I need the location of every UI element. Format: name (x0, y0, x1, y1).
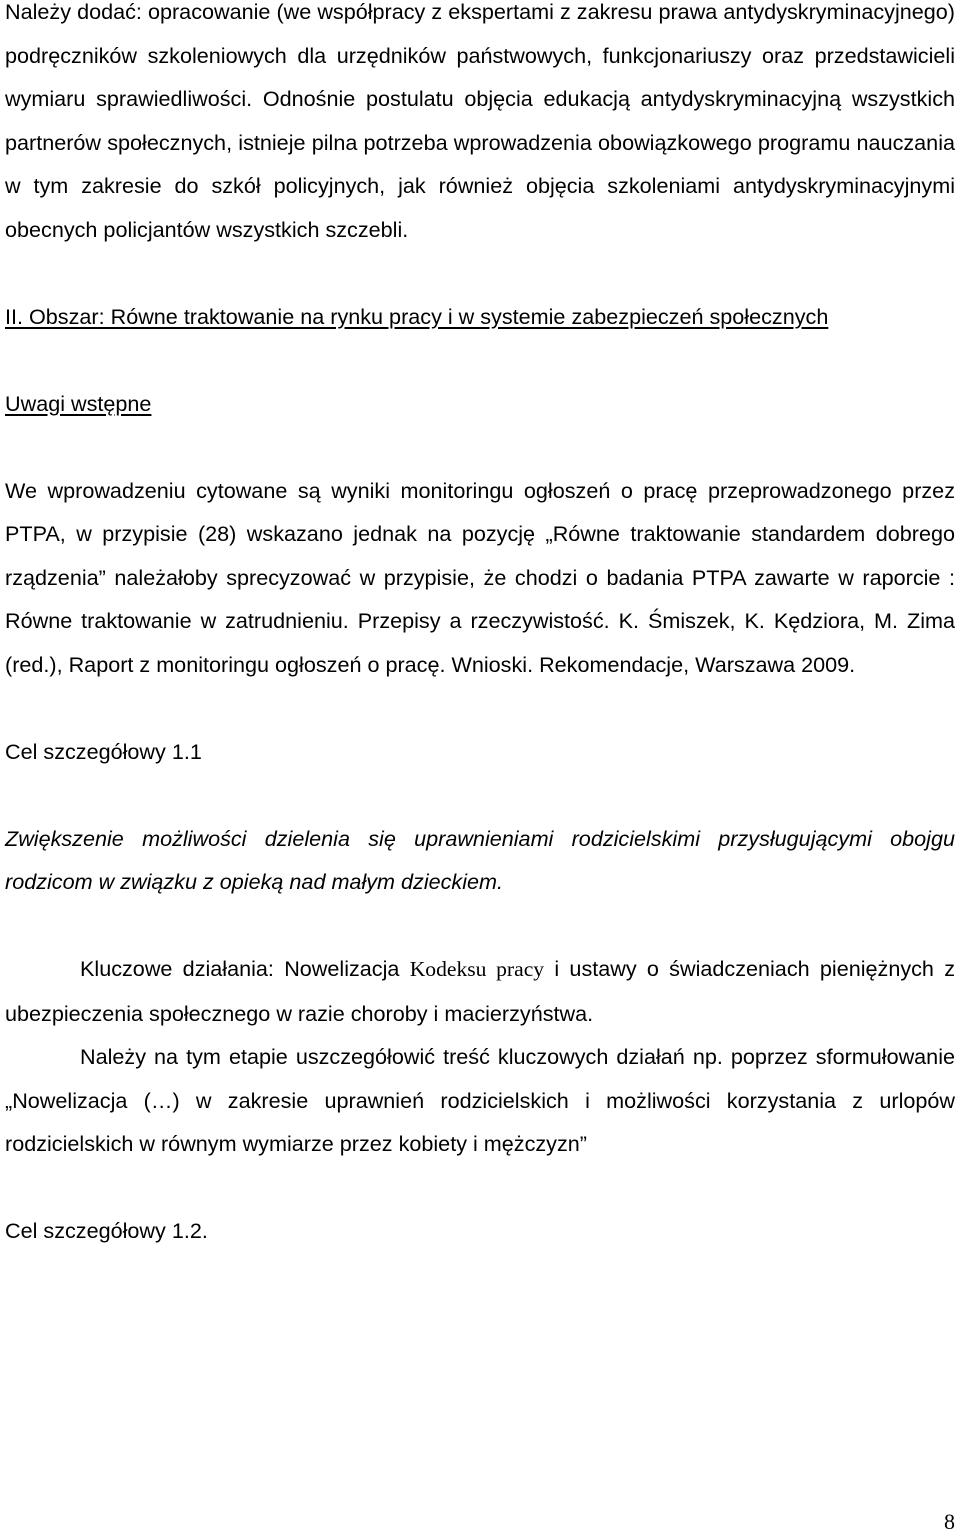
paragraph-key-actions-refinement: Należy na tym etapie uszczegółowić treść kluczowych działań np. poprzez sformułowanie „Nowelizacja (…) w zakresie uprawnień rodzicielskich i możliwości korzystania z urlopów rodzicielskich w równym wymiarze przez kobiety i mężczyzn” (5, 1044, 955, 1156)
paragraph-monitoring-results: We wprowadzeniu cytowane są wyniki monitoringu ogłoszeń o pracę przeprowadzonego przez PTPA, w przypisie (28) wskazano jednak na pozycję „Równe traktowanie standardem dobrego rządzenia” należałoby sprecyzować w przypisie, że chodzi o badania PTPA zawarte w raporcie : Równe traktowanie w zatrudnieniu. Przepisy a rzeczywistość. K. Śmiszek, K. Kędziora, M. Zima (red.), Raport z monitoringu ogłoszeń o pracę. Wnioski. Rekomendacje, Warszawa 2009. (5, 477, 955, 677)
goal-1-1-description: Zwiększenie możliwości dzielenia się uprawnieniami rodzicielskimi przysługującymi obojgu rodzicom w związku z opieką nad małym dzieckiem. (5, 825, 955, 894)
heading-introductory-remarks: Uwagi wstępne (5, 390, 152, 416)
key-actions-suffix: i ustawy o świadczeniach pieniężnych z ubezpieczenia społecznego w razie choroby i macierzyństwa. (5, 956, 955, 1026)
key-actions-labor-code: Kodeksu pracy (409, 957, 545, 981)
paragraph-key-actions (5, 947, 955, 1035)
key-actions-prefix: Kluczowe działania: Nowelizacja (80, 956, 410, 981)
document-body (5, 0, 955, 1253)
goal-1-1-label: Cel szczegółowy 1.1 (5, 738, 202, 764)
section-heading-labor-market: II. Obszar: Równe traktowanie na rynku pracy i w systemie zabezpieczeń społecznych (5, 303, 829, 329)
paragraph-training-materials: Należy dodać: opracowanie (we współpracy z ekspertami z zakresu prawa antydyskryminacyjnego) podręczników szkoleniowych dla urzędników państwowych, funkcjonariuszy oraz przedstawicieli wymiaru sprawiedliwości. Odnośnie postulatu objęcia edukacją antydyskryminacyjną wszystkich partnerów społecznych, istnieje pilna potrzeba wprowadzenia obowiązkowego programu nauczania w tym zakresie do szkół policyjnych, jak również objęcia szkoleniami antydyskryminacyjnymi obecnych policjantów wszystkich szczebli. (5, 0, 955, 242)
goal-1-2-label: Cel szczegółowy 1.2. (5, 1218, 208, 1243)
page-number: 8 (944, 1509, 955, 1534)
